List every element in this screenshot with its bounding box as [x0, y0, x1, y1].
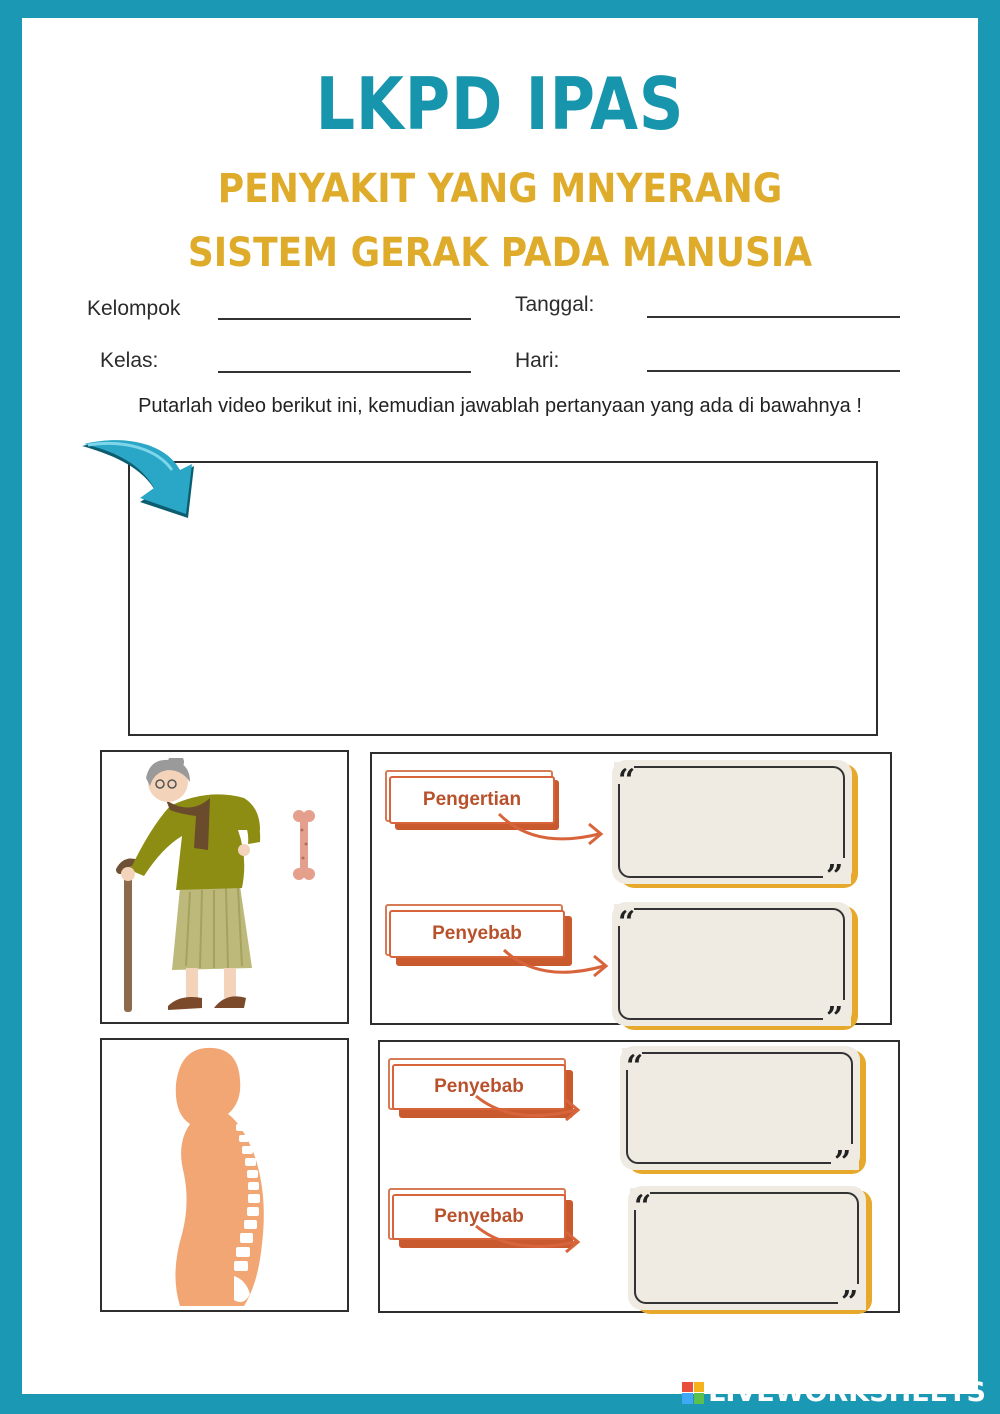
tanggal-field[interactable] — [647, 316, 900, 318]
tanggal-label: Tanggal: — [515, 293, 595, 316]
page-subtitle-line2: SISTEM GERAK PADA MANUSIA — [187, 230, 813, 276]
penyebab-tag-1: Penyebab — [389, 910, 565, 958]
arrow-right-icon — [472, 1092, 584, 1132]
video-frame[interactable] — [128, 461, 878, 736]
page-subtitle-line1: PENYAKIT YANG MNYERANG — [217, 166, 783, 212]
arrow-down-right-icon — [80, 436, 202, 526]
arrow-right-icon — [472, 1222, 584, 1262]
penyebab-tag-3: Penyebab — [392, 1194, 566, 1240]
open-quote-icon: “ — [626, 1049, 644, 1084]
hari-label: Hari: — [515, 349, 560, 372]
spine-silhouette-illustration — [150, 1044, 290, 1308]
elderly-woman-illustration — [110, 758, 340, 1020]
liveworksheets-logo-icon — [682, 1382, 704, 1404]
open-quote-icon: “ — [634, 1189, 652, 1224]
close-quote-icon: ” — [834, 1145, 852, 1180]
hari-field[interactable] — [647, 370, 900, 372]
kelompok-label: Kelompok — [87, 297, 181, 320]
close-quote-icon: ” — [841, 1285, 859, 1320]
penyebab-answer-field-1[interactable] — [618, 905, 845, 1020]
arrow-right-icon — [495, 808, 607, 852]
kelas-field[interactable] — [218, 371, 471, 373]
pengertian-tag: Pengertian — [389, 776, 555, 824]
close-quote-icon: ” — [826, 859, 844, 894]
instruction-text: Putarlah video berikut ini, kemudian jawablah pertanyaan yang ada di bawahnya ! — [138, 395, 862, 417]
watermark-text: LIVEWORKSHEETS — [708, 1377, 986, 1408]
penyebab-answer-field-3[interactable] — [634, 1189, 859, 1304]
arrow-right-icon — [500, 942, 612, 986]
kelas-label: Kelas: — [100, 349, 159, 372]
close-quote-icon: ” — [826, 1001, 844, 1036]
penyebab-tag-2: Penyebab — [392, 1064, 566, 1110]
page-title: LKPD IPAS — [315, 62, 685, 146]
kelompok-field[interactable] — [218, 318, 471, 320]
pengertian-answer-field[interactable] — [618, 763, 845, 878]
liveworksheets-watermark — [682, 1377, 986, 1408]
penyebab-answer-field-2[interactable] — [626, 1049, 853, 1164]
open-quote-icon: “ — [618, 905, 636, 940]
open-quote-icon: “ — [618, 763, 636, 798]
